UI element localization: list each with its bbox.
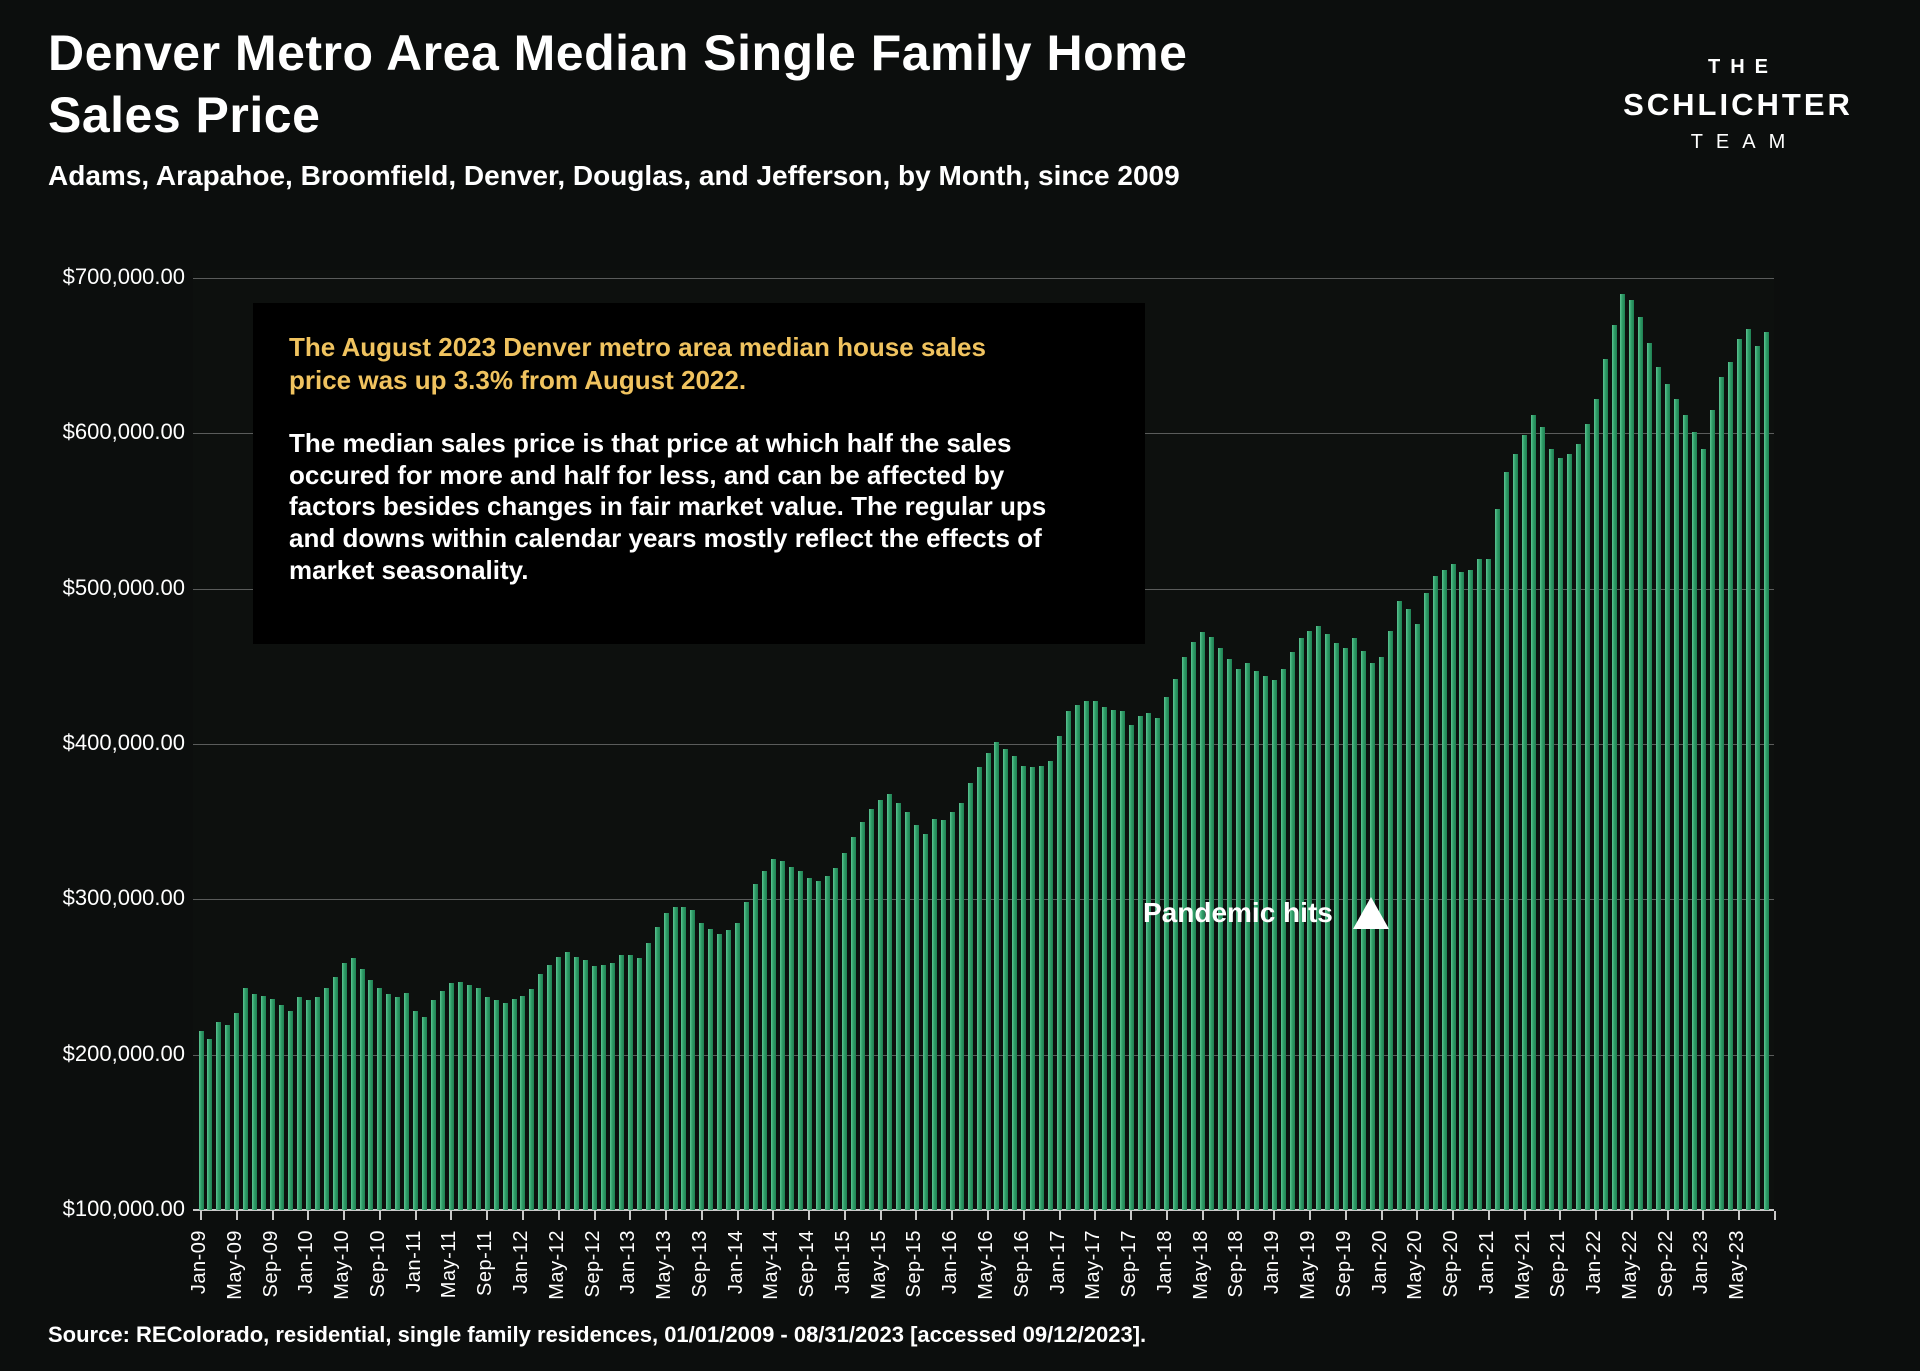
bar-Feb-11 [422,1017,427,1210]
y-tick-label: $300,000.00 [62,885,185,911]
bar-Jun-15 [887,794,892,1210]
bar-Feb-13 [637,958,642,1210]
bar-Dec-22 [1692,432,1697,1210]
bar-Sep-22 [1665,384,1670,1210]
bar-Oct-18 [1245,663,1250,1210]
x-tick-label: Sep-22 [1654,1230,1677,1298]
bar-Nov-15 [932,819,937,1210]
bar-Dec-11 [512,999,517,1210]
bar-Nov-16 [1039,766,1044,1210]
bar-Oct-22 [1674,399,1679,1210]
x-tick-label: Sep-20 [1440,1230,1462,1298]
bar-Jun-23 [1746,329,1751,1210]
x-tick-label: Sep-17 [1118,1230,1141,1298]
source-note: Source: REColorado, residential, single family residences, 01/01/2009 - 08/31/2023 [accessed 09/12/2023]. [48,1322,1147,1347]
bar-Aug-11 [476,988,481,1210]
bar-Nov-22 [1683,415,1688,1210]
bar-May-10 [342,963,347,1210]
bar-Feb-22 [1603,359,1608,1210]
bar-May-09 [234,1013,239,1210]
bar-Nov-13 [717,934,722,1211]
bar-Jun-16 [994,742,999,1210]
bar-Oct-14 [816,881,821,1210]
bar-May-14 [771,859,776,1210]
bar-Dec-15 [941,820,946,1210]
y-tick-label: $400,000.00 [62,729,185,755]
bar-Aug-17 [1120,711,1125,1210]
x-tick-mark [1309,1211,1311,1220]
bar-Jan-13 [628,955,633,1210]
bar-Jan-19 [1272,680,1277,1210]
bar-Jan-18 [1164,697,1169,1210]
x-tick-mark [1023,1211,1025,1220]
x-tick-label: May-21 [1511,1230,1534,1300]
x-tick-label: Jan-10 [295,1230,318,1295]
x-tick-mark [1416,1211,1418,1220]
bar-Sep-10 [377,988,382,1210]
pandemic-annotation [1143,897,1389,929]
bar-Mar-19 [1290,652,1295,1210]
bar-Apr-17 [1084,701,1089,1211]
x-tick-label: Sep-09 [259,1230,282,1298]
x-tick-label: Sep-12 [581,1230,604,1298]
bar-Jul-12 [574,957,579,1210]
bar-Apr-14 [762,871,767,1210]
bar-Jun-14 [780,861,785,1211]
bar-Jun-11 [458,982,463,1210]
bar-Jan-22 [1594,399,1599,1210]
bar-Jun-10 [351,958,356,1210]
bar-Nov-18 [1254,671,1259,1210]
bar-Mar-11 [431,1000,436,1210]
bar-Feb-09 [207,1039,212,1210]
x-tick-label: Jan-11 [402,1230,425,1293]
bar-Oct-13 [708,929,713,1210]
x-tick-mark [1237,1211,1239,1220]
bar-May-12 [556,957,561,1210]
bar-May-17 [1093,701,1098,1211]
bar-Mar-23 [1719,377,1724,1210]
bar-Apr-11 [440,991,445,1210]
x-tick-label: Jan-18 [1153,1230,1176,1295]
bar-Mar-20 [1397,601,1402,1210]
bar-May-23 [1737,339,1742,1210]
bar-Jan-11 [413,1011,418,1210]
bar-Feb-14 [744,902,749,1210]
y-tick-label: $100,000.00 [62,1195,185,1221]
bar-Jan-20 [1379,657,1384,1210]
bar-Sep-20 [1451,564,1456,1210]
bar-Oct-16 [1030,767,1035,1210]
x-tick-mark [1202,1211,1204,1220]
bar-Jul-10 [360,969,365,1210]
x-tick-label: May-20 [1404,1230,1427,1300]
bar-Aug-22 [1656,367,1661,1211]
bar-Mar-15 [860,822,865,1210]
bar-Feb-21 [1495,509,1500,1210]
bar-May-16 [986,753,991,1210]
bar-Oct-17 [1138,716,1143,1210]
bar-Jan-21 [1486,559,1491,1210]
bar-Jun-17 [1102,707,1107,1210]
logo-line-the: THE [1708,56,1778,78]
x-tick-label: Jan-12 [509,1230,532,1295]
bar-Mar-22 [1612,325,1617,1210]
y-tick-label: $700,000.00 [62,263,185,289]
bar-Jun-13 [673,907,678,1210]
bar-Aug-20 [1442,570,1447,1210]
x-tick-mark [200,1211,202,1220]
bar-Aug-10 [368,980,373,1210]
bar-Aug-15 [905,812,910,1210]
x-tick-mark [594,1211,596,1220]
x-tick-mark [844,1211,846,1220]
bar-Jul-14 [789,867,794,1210]
bar-Apr-12 [547,965,552,1210]
x-tick-mark [772,1211,774,1220]
x-tick-mark [415,1211,417,1220]
bar-Jul-16 [1003,749,1008,1210]
bar-Feb-12 [529,989,534,1210]
bar-Jul-20 [1433,576,1438,1210]
x-tick-mark [1094,1211,1096,1220]
annotation-box [253,303,1145,644]
bar-May-22 [1629,300,1634,1210]
bar-Apr-15 [869,809,874,1210]
bar-Aug-13 [690,910,695,1210]
bar-Mar-17 [1075,705,1080,1210]
chart-subtitle: Adams, Arapahoe, Broomfield, Denver, Douglas, and Jefferson, by Month, since 2009 [48,160,1180,191]
x-tick-label: May-13 [653,1230,675,1300]
bar-Jul-11 [467,985,472,1210]
x-tick-label: Sep-21 [1547,1230,1570,1298]
bar-Sep-14 [807,878,812,1210]
bar-Nov-17 [1146,713,1151,1210]
x-tick-label: Jan-21 [1475,1230,1498,1295]
x-tick-mark [1524,1211,1526,1220]
bar-Feb-16 [959,803,964,1210]
x-tick-label: Sep-11 [474,1230,497,1297]
x-tick-mark [1059,1211,1061,1220]
x-tick-mark [808,1211,810,1220]
bar-Oct-09 [279,1005,284,1210]
bar-Jul-09 [252,994,257,1210]
x-tick-mark [1345,1211,1347,1220]
x-tick-label: Sep-14 [796,1230,819,1298]
bar-Mar-21 [1504,472,1509,1210]
x-tick-mark [236,1211,238,1220]
x-tick-mark [880,1211,882,1220]
bar-Feb-19 [1281,669,1286,1210]
x-tick-label: May-11 [438,1230,461,1299]
x-tick-label: Jan-20 [1368,1230,1391,1295]
bar-Jul-21 [1540,427,1545,1210]
x-tick-mark [1273,1211,1275,1220]
x-tick-label: Sep-18 [1225,1230,1248,1298]
annotation-highlight: The August 2023 Denver metro area median house sales price was up 3.3% from August 2022. [289,332,986,396]
bar-Dec-10 [404,993,409,1211]
gridline [193,899,1774,900]
up-triangle-icon [1353,897,1389,929]
x-tick-label: Jan-16 [939,1230,962,1295]
x-tick-label: Jan-17 [1046,1230,1069,1295]
bar-Jan-12 [520,996,525,1210]
bar-Jun-21 [1531,415,1536,1210]
bar-Nov-14 [825,876,830,1210]
x-tick-mark [665,1211,667,1220]
bar-Sep-09 [270,999,275,1210]
x-tick-mark [1452,1211,1454,1220]
bar-Apr-20 [1406,609,1411,1210]
bar-Dec-16 [1048,761,1053,1210]
bar-Aug-18 [1227,659,1232,1210]
x-tick-mark [486,1211,488,1220]
bar-Mar-18 [1182,657,1187,1210]
x-tick-label: Jan-22 [1583,1230,1606,1295]
x-tick-label: Sep-15 [903,1230,926,1298]
x-tick-label: May-23 [1726,1230,1749,1300]
bar-Dec-18 [1263,676,1268,1210]
bar-Dec-20 [1477,559,1482,1210]
bar-Dec-21 [1585,424,1590,1210]
x-tick-mark [1595,1211,1597,1220]
bar-Aug-21 [1549,449,1554,1210]
bar-Aug-09 [261,996,266,1210]
bar-Sep-13 [699,923,704,1210]
page-title-line1: Denver Metro Area Median Single Family Home [48,25,1188,81]
x-tick-mark [522,1211,524,1220]
bar-Jan-14 [735,923,740,1210]
gridline [193,278,1774,279]
bar-Dec-09 [297,997,302,1210]
bar-May-13 [664,913,669,1210]
x-tick-mark [1702,1211,1704,1220]
x-tick-label: Sep-16 [1010,1230,1033,1298]
bar-Feb-17 [1066,711,1071,1210]
x-tick-mark [1631,1211,1633,1220]
x-tick-mark [1559,1211,1561,1220]
bar-Aug-23 [1764,332,1769,1210]
x-tick-mark [1738,1211,1740,1220]
bar-Dec-12 [619,955,624,1210]
x-tick-mark [629,1211,631,1220]
bar-Dec-19 [1370,663,1375,1210]
bar-Oct-10 [386,994,391,1210]
bar-Jun-12 [565,952,570,1210]
x-tick-mark [272,1211,274,1220]
bar-May-15 [878,800,883,1210]
logo-line-name: SCHLICHTER [1623,87,1853,122]
bar-Sep-11 [485,997,490,1210]
bar-Nov-20 [1468,570,1473,1210]
x-tick-mark [1774,1211,1776,1220]
bar-Nov-19 [1361,651,1366,1210]
x-tick-label: May-14 [760,1230,783,1300]
bar-Feb-23 [1710,410,1715,1210]
bar-Jan-15 [842,853,847,1210]
x-tick-label: Sep-10 [366,1230,389,1298]
pandemic-label: Pandemic hits [1143,897,1333,928]
bar-Apr-16 [977,767,982,1210]
bar-Jan-23 [1701,449,1706,1210]
x-tick-mark [701,1211,703,1220]
bar-Aug-16 [1012,756,1017,1210]
bar-Nov-21 [1576,444,1581,1210]
bar-Oct-15 [923,834,928,1210]
bar-Apr-23 [1728,362,1733,1210]
page-title-line2: Sales Price [48,87,321,143]
bar-May-20 [1415,624,1420,1210]
x-tick-label: Jan-19 [1261,1230,1284,1295]
x-tick-mark [1130,1211,1132,1220]
x-tick-label: Sep-13 [688,1230,711,1298]
bar-Feb-15 [851,837,856,1210]
bar-Aug-12 [583,960,588,1210]
bar-Jun-20 [1424,593,1429,1210]
bar-Jul-13 [681,907,686,1210]
bar-Jul-15 [896,803,901,1210]
bar-Apr-09 [225,1025,230,1210]
x-tick-mark [343,1211,345,1220]
bar-Mar-14 [753,884,758,1210]
bar-Sep-18 [1236,669,1241,1210]
x-tick-label: Jan-23 [1690,1230,1713,1295]
bar-Jan-16 [950,812,955,1210]
x-tick-label: Jan-09 [188,1230,210,1295]
bar-Apr-21 [1513,454,1518,1211]
gridline [193,744,1774,745]
x-tick-label: May-15 [867,1230,890,1300]
bar-Nov-09 [288,1011,293,1210]
bar-Nov-11 [503,1003,508,1210]
bar-May-11 [449,983,454,1210]
bar-Mar-16 [968,783,973,1210]
bar-Oct-11 [494,1000,499,1210]
bar-Nov-10 [395,997,400,1210]
bar-May-21 [1522,435,1527,1210]
bar-Oct-21 [1567,454,1572,1211]
x-tick-label: Sep-19 [1332,1230,1355,1298]
bar-Feb-18 [1173,679,1178,1210]
bar-Jun-09 [243,988,248,1210]
x-tick-label: May-09 [223,1230,246,1300]
x-tick-mark [379,1211,381,1220]
x-tick-label: May-22 [1618,1230,1641,1300]
bar-Jun-22 [1638,317,1643,1210]
x-tick-mark [915,1211,917,1220]
x-tick-label: Jan-13 [617,1230,640,1295]
bar-Nov-12 [610,963,615,1210]
x-tick-mark [987,1211,989,1220]
x-tick-label: May-16 [975,1230,997,1300]
bar-Jan-10 [306,1000,311,1210]
x-tick-mark [1667,1211,1669,1220]
bar-Dec-14 [833,868,838,1210]
x-tick-mark [1381,1211,1383,1220]
schlichter-team-logo [1612,56,1864,154]
bar-Apr-10 [333,977,338,1210]
x-tick-label: May-17 [1082,1230,1105,1300]
bar-Jan-17 [1057,736,1062,1210]
x-tick-label: May-10 [331,1230,354,1300]
y-tick-label: $500,000.00 [62,574,185,600]
bar-Sep-16 [1021,766,1026,1210]
bar-Mar-12 [538,974,543,1210]
x-tick-mark [307,1211,309,1220]
x-tick-mark [1166,1211,1168,1220]
y-tick-label: $200,000.00 [62,1040,185,1066]
bar-Jul-23 [1755,346,1760,1210]
bar-Dec-13 [726,930,731,1210]
x-tick-mark [558,1211,560,1220]
bar-Aug-14 [798,871,803,1210]
x-tick-label: Jan-15 [831,1230,854,1295]
annotation-body: The median sales price is that price at which half the sales occured for more and half for less, and can be affected by factors besides changes in fair market value. The regular ups and downs within calendar years mostly reflect the effects of market seasonality. [289,427,1047,586]
x-tick-label: May-19 [1296,1230,1319,1300]
y-tick-label: $600,000.00 [62,419,185,445]
x-tick-label: May-12 [545,1230,568,1300]
bar-Jul-17 [1111,710,1116,1210]
page-title [48,22,1187,146]
x-tick-mark [450,1211,452,1220]
bar-Jan-09 [199,1031,204,1210]
bar-Mar-13 [646,943,651,1210]
x-tick-mark [951,1211,953,1220]
bar-Sep-17 [1129,725,1134,1210]
bar-Apr-22 [1620,294,1625,1211]
x-tick-mark [1488,1211,1490,1220]
bar-Oct-12 [601,965,606,1210]
bar-Sep-21 [1558,458,1563,1210]
x-tick-label: May-18 [1189,1230,1212,1300]
x-tick-label: Jan-14 [724,1230,747,1295]
bar-Sep-12 [592,966,597,1210]
bar-Jul-22 [1647,343,1652,1210]
bar-Mar-09 [216,1022,221,1210]
logo-line-team: TEAM [1690,131,1799,153]
bar-Sep-15 [914,825,919,1210]
bar-Oct-20 [1459,572,1464,1210]
bar-Dec-17 [1155,718,1160,1210]
bar-Apr-13 [655,927,660,1210]
x-tick-mark [737,1211,739,1220]
bar-Mar-10 [324,988,329,1210]
bar-Feb-10 [315,997,320,1210]
